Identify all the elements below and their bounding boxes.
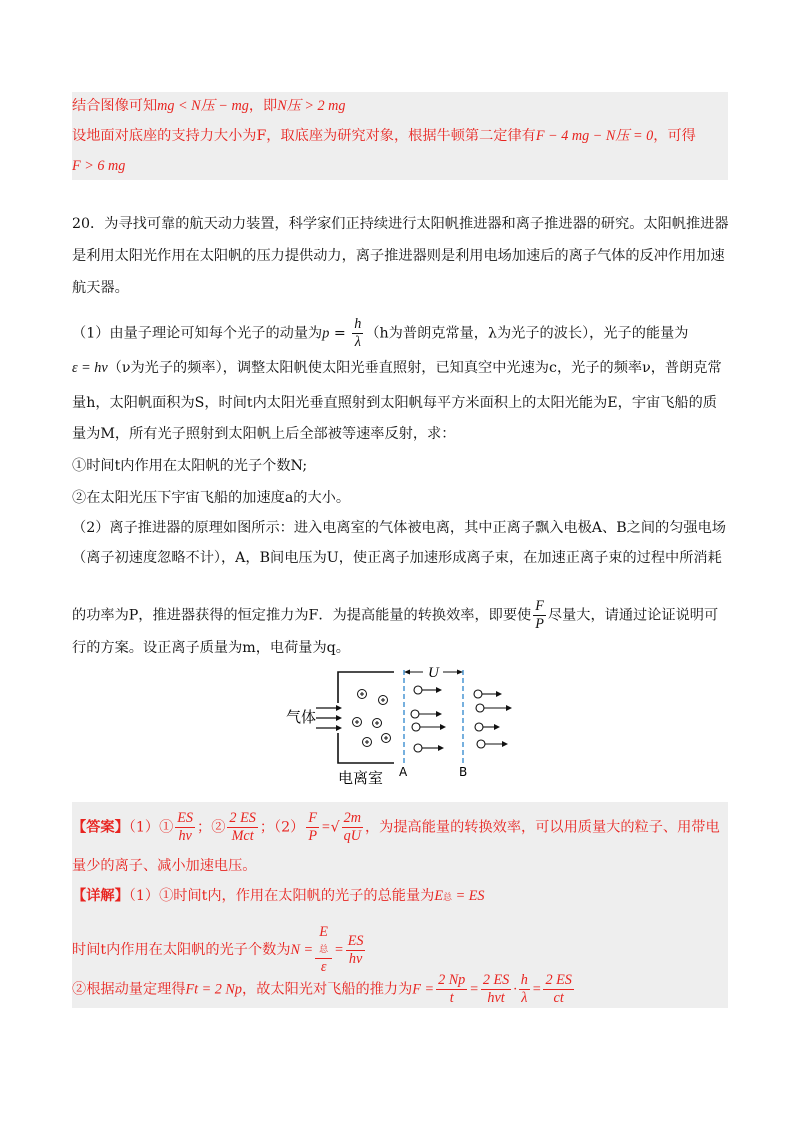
text: ；（2） [259, 819, 305, 836]
fraction-2es-hvt: $\frac{2 ES}{\text{hνt}}$ [482, 972, 510, 1006]
text: ，可得 [653, 128, 696, 144]
part1-line-2 [72, 358, 722, 378]
math: E总 = ES [434, 888, 485, 904]
math: F > 6 mg [72, 158, 126, 174]
text: （h为普朗克常量，λ为光子的波长），光子的能量为 [365, 325, 689, 342]
answer-line-1 [72, 810, 720, 845]
text: （1）由量子理论可知每个光子的动量为 [72, 325, 323, 342]
prev-line-1 [72, 96, 346, 116]
text: （ν为光子的频率），调整太阳帆使太阳光垂直照射，已知真空中光速为c，光子的频率ν，普朗克常 [107, 360, 722, 376]
math: = [321, 819, 331, 836]
text: 尽量大，请通过论证说明可 [547, 607, 719, 624]
detail-line-3: ②根据动量定理得Ft = 2 Np，故太阳光对飞船的推力为F = $\frac{2 Np}{t}$ = $\frac{2 ES}{\text{hνt}}$ · $\frac{h}{\lambda}$ = $\frac{2 ES}{ct}$ [72, 972, 572, 1006]
intro-line-3: 航天器。 [72, 280, 129, 296]
part2-line-3 [72, 598, 718, 633]
prev-answer-block [72, 92, 728, 180]
detail-line-1 [72, 886, 484, 907]
prev-line-2 [72, 126, 696, 146]
fraction-2es-mct: $\frac{2 ES}{\text{Mct}}$ [229, 810, 256, 844]
text: 为寻找可靠的航天动力装置，科学家们正持续进行太阳帆推进器和离子推进器的研究。太阳帆推进器 [104, 216, 729, 232]
text: ②根据动量定理得 [72, 981, 186, 998]
text: ，故太阳光对飞船的推力为 [242, 981, 413, 998]
detail-line-2: 时间t内作用在太阳帆的光子个数为N = E 总 ε = $\frac{ES}{h\nu}$ [72, 924, 364, 975]
ion-thruster-diagram [280, 660, 530, 790]
intro-line-2: 是利用太阳光作用在太阳帆的压力提供动力，离子推进器则是利用电场加速后的离子气体的反冲作用加速 [72, 248, 725, 264]
sub-question-2: ②在太阳光压下宇宙飞船的加速度a的大小。 [72, 490, 351, 506]
math: Ft = 2 Np [185, 981, 242, 998]
text: 设地面对底座的支持力大小为F，取底座为研究对象，根据牛顿第二定律有 [72, 128, 536, 144]
part1-line-4: 量为M，所有光子照射到太阳帆上后全部被等速率反射，求： [72, 426, 456, 442]
prev-line-3 [72, 156, 125, 176]
label-b: B [459, 765, 468, 779]
chamber-label: 电离室 [338, 769, 384, 787]
gas-label: 气体 [286, 708, 317, 726]
math: N压 > 2 mg [277, 98, 346, 114]
part2-line-2: （离子初速度忽略不计），A，B间电压为U，使正离子加速形成离子束，在加速正离子束的过程中所消耗 [72, 550, 722, 566]
math: p [322, 325, 330, 342]
math: F − 4 mg − N压 = 0 [535, 128, 654, 144]
fraction-h-lambda: $\frac{h}{\lambda}$ [354, 316, 362, 350]
text: ，为提高能量的转换效率，可以用质量大的粒子、用带电 [364, 819, 720, 836]
text: （1）①时间t内，作用在太阳帆的光子的总能量为 [128, 888, 435, 904]
text: 结合图像可知 [72, 98, 158, 114]
detail-tag: 【详解】 [72, 888, 129, 904]
answer-block [72, 802, 728, 1008]
fraction-h-lambda-2: $\frac{h}{\lambda}$ [520, 972, 528, 1006]
fraction-f-p: $\frac{F}{P}$ [535, 598, 544, 632]
sqrt-expr: √ $\frac{2m}{qU}$ [330, 810, 361, 844]
label-a: A [399, 765, 408, 779]
math: ε = hν [72, 360, 108, 376]
moving-ions [411, 686, 506, 752]
text: 时间t内作用在太阳帆的光子个数为 [72, 942, 291, 958]
part2-line-1: （2）离子推进器的原理如图所示：进入电离室的气体被电离，其中正离子飘入电极A、B之间的匀强电场 [72, 520, 726, 536]
part1-line-3: 量h，太阳帆面积为S，时间t内太阳光垂直照射到太阳帆每平方米面积上的太阳光能为E，宇宙飞船的质 [72, 395, 717, 411]
fraction-es-hv: $\frac{ES}{h\nu}$ [177, 810, 194, 844]
fraction-2np-t: $\frac{2 Np}{t}$ [438, 972, 466, 1006]
math: N = [290, 942, 314, 958]
fraction-e-eps: E 总 ε [315, 924, 332, 976]
text: 的功率为P，推进器获得的恒定推力为F．为提高能量的转换效率，即要使 [72, 607, 532, 624]
fraction-es-hv-2: $\frac{ES}{h\nu}$ [347, 932, 364, 967]
answer-line-2: 量少的离子、减小加速电压。 [72, 858, 257, 874]
question-20 [72, 206, 728, 666]
text: ，即 [248, 98, 278, 114]
fraction-f-p-answer: $\frac{F}{P}$ [308, 810, 317, 844]
text: ；② [197, 819, 226, 836]
intro-line-1 [72, 214, 729, 234]
voltage-label: U [428, 665, 439, 681]
answer-tag: 【答案】 [72, 819, 129, 836]
text: （1）① [128, 819, 174, 836]
part1-line-1: （1）由量子理论可知每个光子的动量为p = $\frac{h}{\lambda}$ （h为普朗克常量，λ为光子的波长），光子的能量为 [72, 316, 689, 350]
part2-line-4: 行的方案。设正离子质量为m，电荷量为q。 [72, 640, 350, 656]
sub-question-1: ①时间t内作用在太阳帆的光子个数N; [72, 458, 308, 474]
math: mg < N压 − mg [157, 98, 249, 114]
fraction-2es-ct: $\frac{2 ES}{ct}$ [545, 972, 572, 1006]
question-number: 20． [72, 216, 105, 232]
